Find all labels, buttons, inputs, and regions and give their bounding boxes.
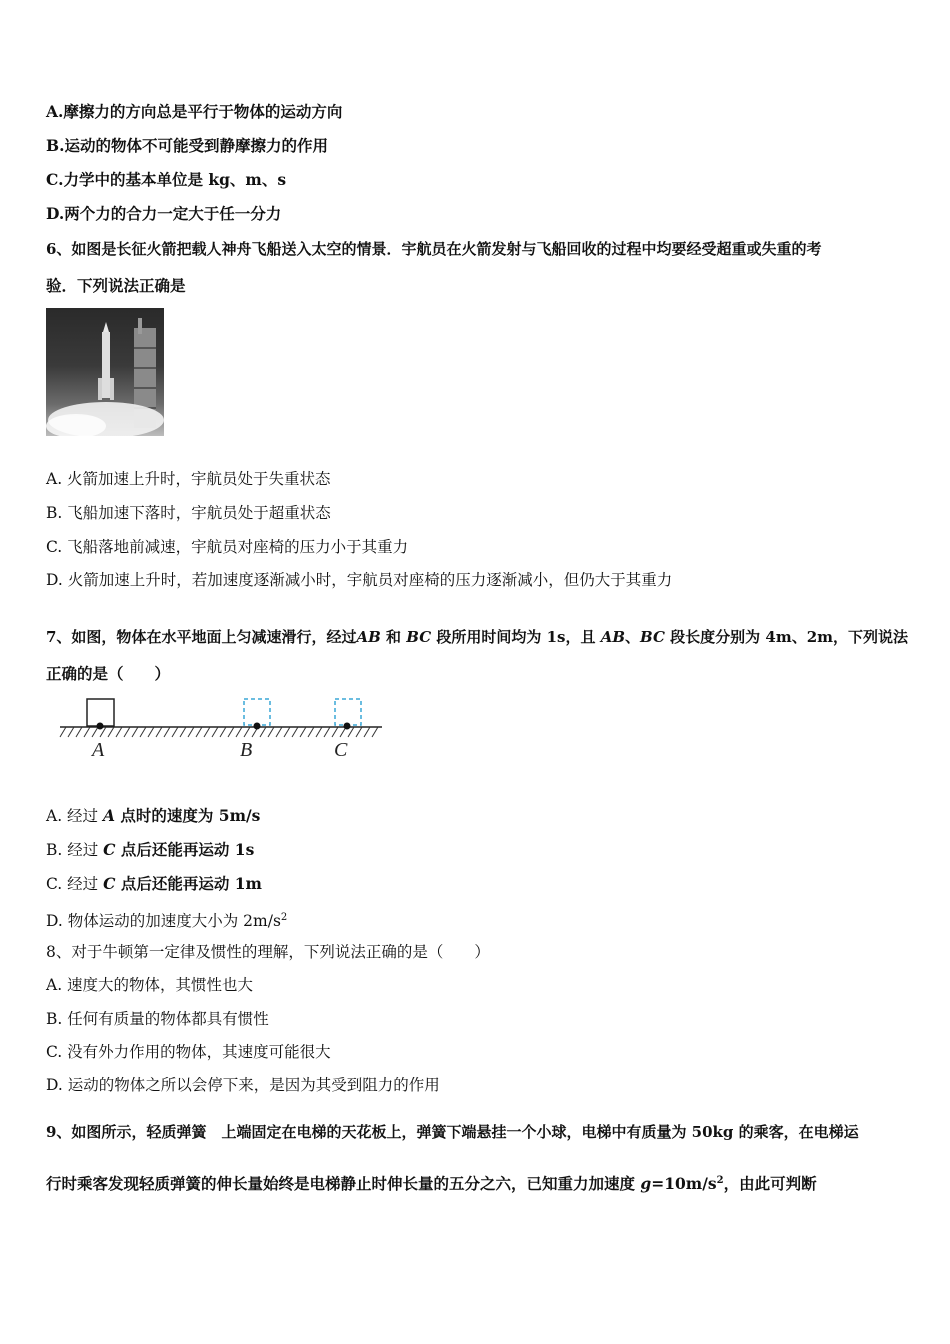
q6-option-d: D. 火箭加速上升时，若加速度逐渐减小时，宇航员对座椅的压力逐渐减小，但仍大于其重力	[46, 571, 673, 589]
q6-option-a: A. 火箭加速上升时，宇航员处于失重状态	[46, 470, 331, 488]
q6-option-c: C. 飞船落地前减速，宇航员对座椅的压力小于其重力	[46, 538, 409, 556]
label-b: B	[240, 739, 253, 761]
q8-option-a: A. 速度大的物体，其惯性也大	[46, 976, 254, 994]
block-solid	[87, 699, 114, 726]
point-a-marker	[97, 723, 104, 730]
q8-option-c: C. 没有外力作用的物体，其速度可能很大	[46, 1043, 331, 1061]
q6-stem-line2: 验．下列说法正确是	[46, 276, 186, 295]
q7-option-a: A. 经过 A 点时的速度为 5m/s	[46, 806, 261, 825]
q9-stem-line2: 行时乘客发现轻质弹簧的伸长量始终是电梯静止时伸长量的五分之六，已知重力加速度 $g=10m/s^2$，由此可判断	[46, 1174, 817, 1194]
q6-stem-line1: 6、如图是长征火箭把载人神舟飞船送入太空的情景．宇航员在火箭发射与飞船回收的过程中均要经受超重或失重的考	[46, 240, 822, 258]
q8-stem: 8、对于牛顿第一定律及惯性的理解，下列说法正确的是（ ）	[46, 943, 490, 961]
rocket-icon	[46, 308, 164, 436]
q7-option-c: C. 经过 C 点后还能再运动 1m	[46, 874, 262, 893]
q8-option-b: B. 任何有质量的物体都具有惯性	[46, 1010, 269, 1028]
q5-option-b: B.运动的物体不可能受到静摩擦力的作用	[46, 136, 328, 155]
block-dashed-c	[335, 699, 361, 725]
rocket-launch-photo	[46, 308, 164, 436]
q7-stem-line2: 正确的是（ ）	[46, 664, 171, 683]
q8-option-d: D. 运动的物体之所以会停下来，是因为其受到阻力的作用	[46, 1076, 440, 1094]
point-c-marker	[344, 723, 351, 730]
label-a: A	[92, 739, 105, 761]
q7-stem-line1: 7、如图，物体在水平地面上匀减速滑行，经过AB 和 BC 段所用时间均为 1s，且 AB、BC 段长度分别为 4m、2m，下列说法	[46, 628, 909, 646]
q6-option-b: B. 飞船加速下落时，宇航员处于超重状态	[46, 504, 331, 522]
q7-option-b: B. 经过 C 点后还能再运动 1s	[46, 840, 255, 859]
q7-figure	[56, 694, 386, 764]
q7-option-d: D. 物体运动的加速度大小为 $2m/s^2$	[46, 912, 288, 931]
q9-stem-line1: 9、如图所示，轻质弹簧 上端固定在电梯的天花板上，弹簧下端悬挂一个小球，电梯中有质量为 50kg 的乘客，在电梯运	[46, 1123, 859, 1141]
label-c: C	[334, 739, 348, 761]
point-b-marker	[254, 723, 261, 730]
block-dashed-b	[244, 699, 270, 725]
q5-option-d: D.两个力的合力一定大于任一分力	[46, 204, 282, 223]
q5-option-a: A.摩擦力的方向总是平行于物体的运动方向	[46, 102, 343, 121]
q5-option-c: C.力学中的基本单位是 kg、m、s	[46, 170, 287, 189]
